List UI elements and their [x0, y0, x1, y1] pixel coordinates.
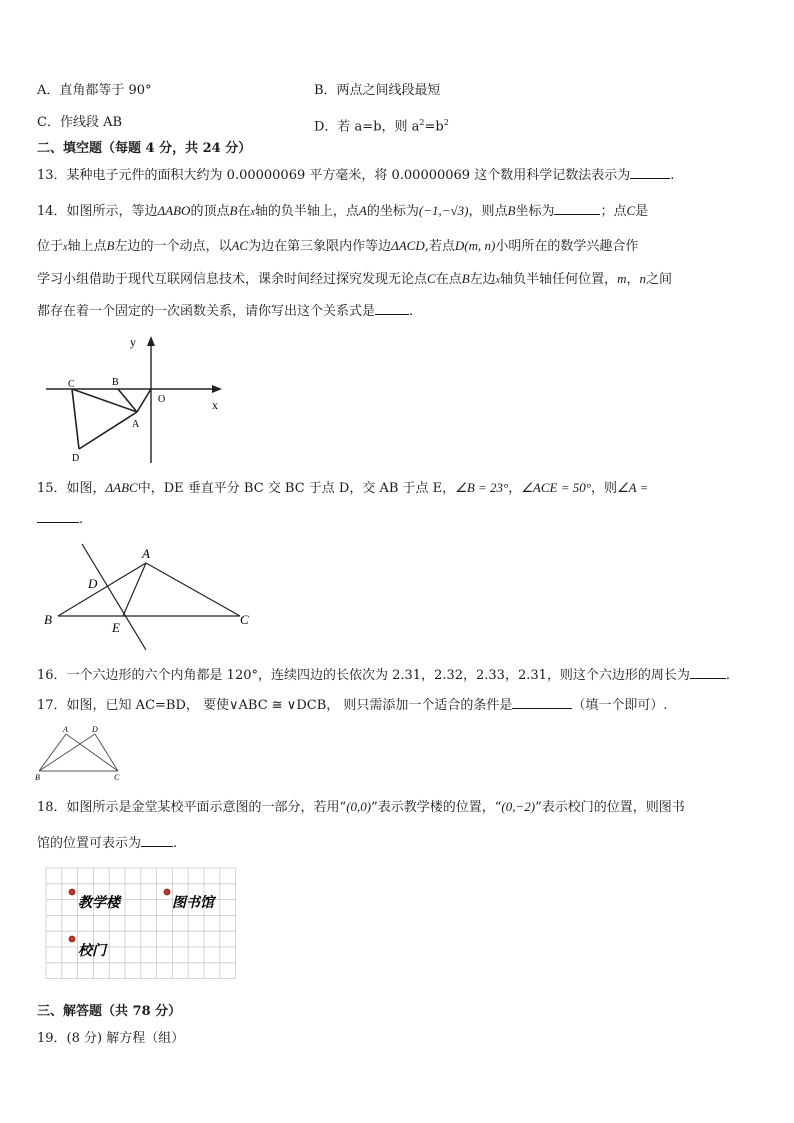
question-14-line-4 [37, 302, 413, 321]
math: ∠ACE = 50° [521, 480, 591, 495]
label-o: O [158, 394, 166, 405]
arrow-icon [147, 336, 155, 346]
math: ΔABC [105, 480, 138, 495]
label-library: 图书馆 [172, 896, 214, 911]
question-text: 在 [237, 204, 251, 219]
math: (0,−2) [501, 799, 536, 814]
question-text: （填一个即可）. [572, 698, 668, 713]
question-text: 位于 [37, 239, 64, 254]
label-teaching-building: 教学楼 [78, 896, 120, 911]
label-d: D [92, 725, 98, 734]
math: ∠A = [616, 480, 649, 495]
question-text: 中，DE 垂直平分 BC 交 BC 于点 D，交 AB 于点 E， [137, 481, 456, 496]
figure-q15 [38, 540, 268, 650]
question-19: 19．(8 分) 解方程（组） [37, 1031, 185, 1046]
choice-b: B．两点之间线段最短 [314, 83, 441, 98]
answer-blank[interactable] [141, 834, 173, 847]
question-text: ，则点 [468, 204, 508, 219]
question-text: 15．如图， [37, 481, 106, 496]
segment-dc [95, 734, 118, 771]
choice-d [314, 114, 449, 136]
question-18-line-1 [37, 798, 685, 817]
math: (0,0) [346, 799, 372, 814]
label-c: C [114, 773, 120, 782]
label-b: B [112, 377, 119, 388]
math: x [63, 242, 68, 253]
question-text: 坐标为 [515, 204, 555, 219]
label-a: A [142, 546, 150, 561]
figure-q18-grid [44, 866, 239, 988]
superscript: 2 [419, 118, 425, 127]
answer-blank[interactable] [375, 302, 409, 315]
label-a: A [63, 725, 68, 734]
label-b: B [44, 612, 52, 627]
math: B [106, 238, 115, 253]
question-14-line-2 [37, 237, 638, 257]
answer-blank[interactable] [512, 696, 572, 709]
question-text: 18．如图所示是金堂某校平面示意图的一部分，若用“ [37, 800, 347, 815]
segment-da [79, 412, 137, 449]
period: . [409, 304, 414, 319]
answer-blank[interactable] [554, 202, 600, 215]
question-text: ；点 [600, 204, 627, 219]
question-text: 的坐标为 [366, 204, 419, 219]
math: D(m, n) [454, 238, 496, 253]
question-text: ， [626, 272, 640, 287]
point-school-gate [69, 936, 75, 942]
label-school-gate: 校门 [78, 944, 106, 959]
choice-d-text: D．若 a=b，则 a [314, 119, 420, 135]
math: B [461, 271, 470, 286]
math: ∠B = 23° [455, 480, 509, 495]
point-teaching-building [69, 889, 75, 895]
choice-c: C．作线段 AB [37, 115, 123, 130]
choice-d-text: =b [424, 119, 444, 135]
question-15-line-1 [37, 479, 648, 498]
figure-q17 [34, 722, 134, 782]
label-c: C [68, 379, 75, 390]
segment-ba [39, 734, 66, 771]
question-text: 16．一个六边形的六个内角都是 120°，连续四边的长依次为 2.31，2.32，2.33，2.31，则这个六边形的周长为 [37, 668, 690, 683]
answer-blank[interactable] [630, 166, 670, 179]
question-text: 14．如图所示，等边 [37, 204, 158, 219]
label-c: C [240, 612, 249, 627]
question-text: 都存在着一个固定的一次函数关系，请你写出这个关系式是 [37, 304, 376, 319]
segment-ac [146, 563, 240, 616]
question-text: 左边 [469, 272, 496, 287]
label-x: x [212, 398, 218, 412]
math: n [639, 271, 647, 286]
math: A [358, 203, 367, 218]
math: (−1,−√3) [418, 203, 469, 218]
question-text: 轴上点 [67, 239, 107, 254]
point-library [164, 889, 170, 895]
label-a: A [132, 419, 140, 430]
segment-ao [137, 389, 151, 412]
question-14-line-1 [37, 202, 648, 222]
math: m [617, 271, 627, 286]
segment-ea [123, 563, 146, 616]
segment-cd [72, 389, 79, 449]
question-text: 在点 [435, 272, 462, 287]
period: . [79, 512, 84, 527]
math: B [507, 203, 516, 218]
math: C [427, 271, 436, 286]
segment-ac [66, 734, 118, 771]
question-text: 13．某种电子元件的面积大约为 0.00000069 平方毫米，将 0.00000069 这个数用科学记数法表示为 [37, 168, 631, 183]
figure-q14 [40, 330, 240, 470]
question-17 [37, 696, 668, 715]
question-18-line-2 [37, 834, 177, 853]
question-16 [37, 666, 730, 685]
grid [46, 868, 236, 979]
question-text: 小明所在的数学兴趣合作 [495, 239, 639, 254]
segment-ba [58, 563, 146, 616]
section-title: 二、填空题（每题 4 分，共 24 分） [37, 141, 252, 156]
segment-bd [39, 734, 95, 771]
question-text: 轴负半轴任何位置， [500, 272, 618, 287]
period: . [725, 668, 731, 683]
math: AC [231, 238, 249, 253]
answer-blank[interactable] [690, 666, 726, 679]
question-text: ”表示校门的位置，则图书 [535, 800, 685, 815]
question-text: 是 [635, 204, 649, 219]
question-text: 馆的位置可表示为 [37, 836, 142, 851]
question-text: 17．如图，已知 AC=BD， 要使∨ABC ≅ ∨DCB， 则只需添加一个适合的条件是 [37, 698, 513, 713]
label-b: B [35, 773, 40, 782]
section-title: 三、解答题（共 78 分） [37, 1004, 182, 1019]
label-d: D [88, 576, 98, 591]
question-text: 之间 [646, 272, 673, 287]
choice-a: A．直角都等于 90° [37, 83, 152, 98]
question-text: 为边在第三象限内作等边 [248, 239, 392, 254]
period: . [173, 836, 178, 851]
period: . [670, 168, 675, 183]
math: B [229, 203, 238, 218]
label-e: E [112, 620, 120, 635]
label-d: D [72, 453, 80, 464]
math: x [495, 275, 501, 286]
question-text: ， [508, 481, 522, 496]
question-text: 左边的一个动点，以 [114, 239, 232, 254]
question-text: ”表示教学楼的位置，“ [371, 800, 502, 815]
question-text: 轴的负半轴上，点 [254, 204, 359, 219]
question-text: ，则 [590, 481, 617, 496]
question-text: 的顶点 [190, 204, 230, 219]
question-14-line-3 [37, 270, 672, 290]
arrow-icon [212, 385, 222, 393]
math: x [250, 207, 255, 218]
math: C [626, 203, 636, 218]
answer-blank[interactable] [37, 510, 79, 523]
question-text: ,若点 [424, 239, 455, 254]
question-13 [37, 166, 674, 185]
math: ΔACD [391, 238, 425, 253]
superscript: 2 [443, 118, 449, 127]
math: ΔABO [157, 203, 191, 218]
question-15-line-2 [37, 510, 83, 529]
label-y: y [130, 335, 136, 349]
question-text: 学习小组借助于现代互联网信息技术，课余时间经过探究发现无论点 [37, 272, 428, 287]
